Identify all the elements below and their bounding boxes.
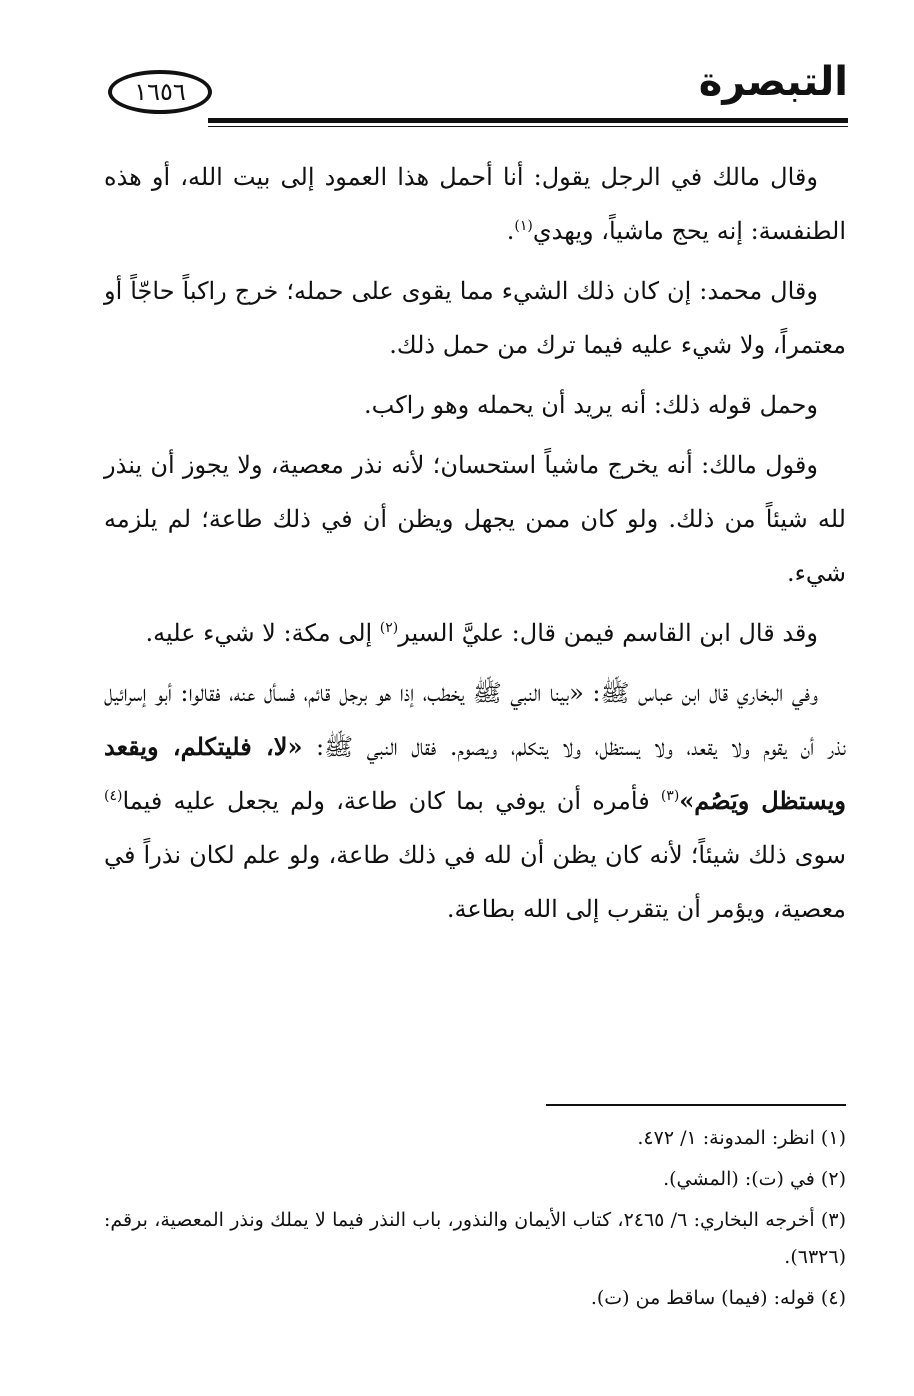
book-title: التبصرة [698, 59, 848, 105]
page-header [108, 58, 848, 130]
paragraph-6-part1: وفي البخاري قال ابن عباس ﷺ: «بينا النبي ﷺ يخطب، إذا هو برجل قائم، فسأل عنه، فقالوا: أبو إسرائيل نذر أن يقوم ولا يقعد، ولا يستظل، ولا يتكلم، ويصوم. فقال النبي ﷺ: [104, 679, 846, 761]
footnote-ref-2[interactable]: (٢) [379, 620, 399, 636]
paragraph-2: وقال محمد: إن كان ذلك الشيء مما يقوى على حمله؛ خرج راكباً حاجّاً أو معتمراً، ولا شيء عليه فيما ترك من حمل ذلك. [104, 277, 846, 359]
paragraph-5 [104, 606, 846, 660]
footnote-ref-4[interactable]: (٤) [104, 788, 123, 804]
page-number-badge [108, 70, 212, 114]
paragraph-1 [104, 150, 846, 258]
footnote-ref-1[interactable]: (١) [514, 218, 533, 234]
paragraph-5-before: وقد قال ابن القاسم فيمن قال: عليَّ السير [398, 619, 818, 647]
header-rule-thin [208, 126, 848, 127]
paragraph-1-end: . [506, 217, 515, 245]
footnotes [104, 1120, 846, 1321]
paragraph-3: وحمل قوله ذلك: أنه يريد أن يحمله وهو راكب. [364, 391, 818, 419]
footnote-2: (٢) في (ت): (المشي). [663, 1168, 846, 1190]
main-text [104, 150, 846, 942]
hadith-quote: «لا، فليتكلم، ويقعد ويستظل ويَصُم» [104, 732, 847, 815]
paragraph-4: وقول مالك: أنه يخرج ماشياً استحسان؛ لأنه نذر معصية، ولا يجوز أن ينذر لله شيئاً من ذلك. ولو كان ممن يجهل ويظن أن في ذلك طاعة؛ لم يلزمه شيء. [104, 451, 846, 587]
paragraph-1-text: وقال مالك في الرجل يقول: أنا أحمل هذا العمود إلى بيت الله، أو هذه الطنفسة: إنه يحج ماشياً، ويهدي [104, 163, 846, 245]
footnote-ref-3[interactable]: (٣) [660, 788, 680, 804]
paragraph-6-part3: سوى ذلك شيئاً؛ لأنه كان يظن أن لله في ذلك طاعة، ولو علم لكان نذراً في معصية، ويؤمر أن يتقرب إلى الله بطاعة. [104, 841, 846, 923]
paragraph-6 [104, 666, 846, 936]
footnote-4: (٤) قوله: (فيما) ساقط من (ت). [590, 1287, 846, 1309]
page-number: ١٦٥٦ [134, 78, 186, 106]
paragraph-5-after: إلى مكة: لا شيء عليه. [145, 619, 380, 647]
paragraph-6-part2: فأمره أن يوفي بما كان طاعة، ولم يجعل عليه فيما [122, 787, 661, 815]
footnote-separator [546, 1104, 846, 1106]
footnote-3: (٣) أخرجه البخاري: ٦/ ٢٤٦٥، كتاب الأيمان والنذور، باب النذر فيما لا يملك ونذر المعصية، برقم: (٦٣٢٦). [104, 1209, 846, 1268]
footnote-1: (١) انظر: المدونة: ١/ ٤٧٢. [637, 1127, 846, 1149]
header-rule [208, 118, 848, 123]
